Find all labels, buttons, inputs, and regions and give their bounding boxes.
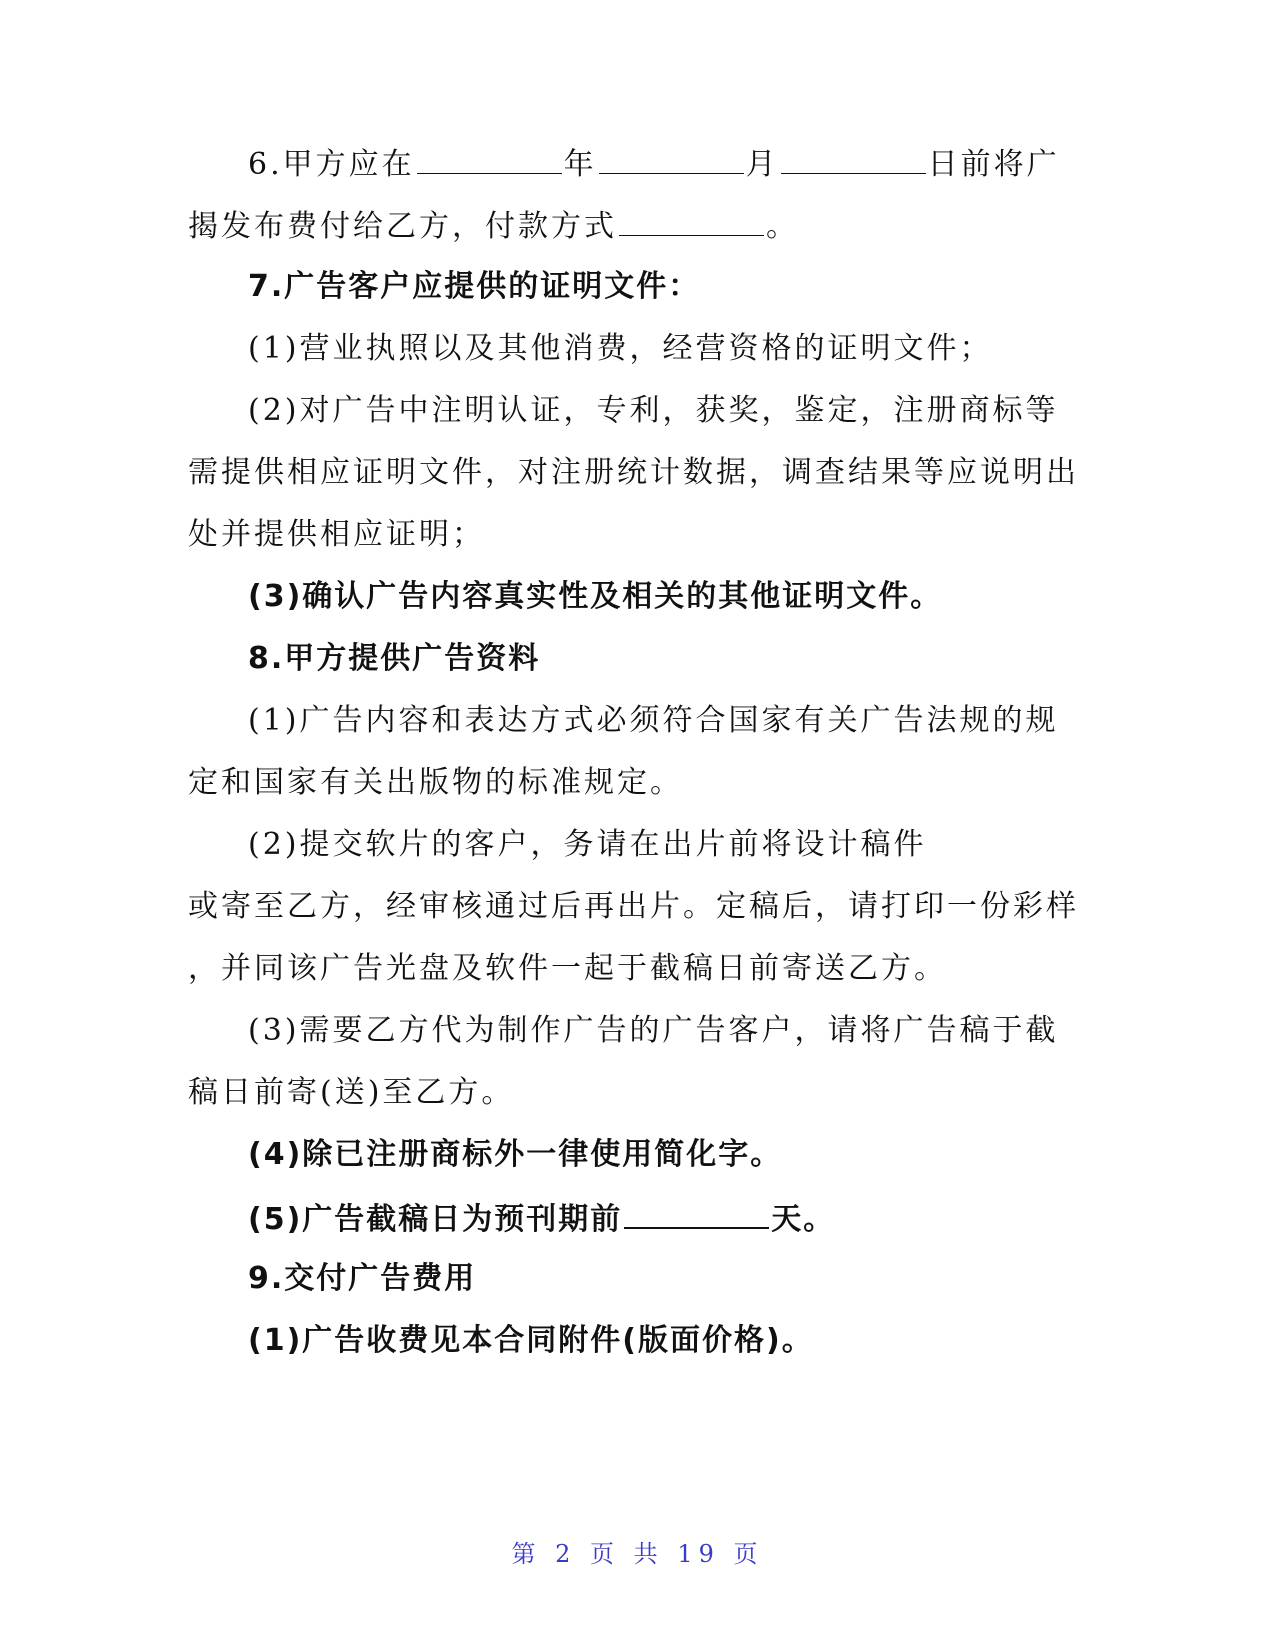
item8-sub1-line2: 定和国家有关出版物的标准规定。 <box>188 765 683 800</box>
item8-sub3-line2: 稿日前寄(送)至乙方。 <box>188 1075 515 1110</box>
text: 年 <box>563 147 597 182</box>
item8-sub2-line3: ，并同该广告光盘及软件一起于截稿日前寄送乙方。 <box>188 951 947 986</box>
item7-sub3: (3)确认广告内容真实性及相关的其他证明文件。 <box>248 579 943 614</box>
text: 。 <box>766 209 799 244</box>
item8-heading: 8.甲方提供广告资料 <box>248 641 541 676</box>
item9-heading: 9.交付广告费用 <box>248 1261 477 1296</box>
footer-prefix: 第 <box>511 1540 542 1568</box>
footer-middle: 页 共 <box>590 1540 664 1568</box>
item7-sub2-line1: (2)对广告中注明认证，专利，获奖，鉴定，注册商标等 <box>248 393 1059 428</box>
item9-sub1: (1)广告收费见本合同附件(版面价格)。 <box>248 1323 814 1358</box>
text: 月 <box>745 147 779 182</box>
text: 天。 <box>771 1202 836 1237</box>
current-page-number: 2 <box>555 1540 577 1568</box>
text: 揭发布费付给乙方，付款方式 <box>188 209 617 244</box>
item6-line2 <box>188 205 799 247</box>
text: 日前将广 <box>927 147 1060 182</box>
page-footer <box>0 1534 1275 1569</box>
item7-sub2-line3: 处并提供相应证明； <box>188 517 485 552</box>
item8-sub5 <box>248 1197 835 1240</box>
item8-sub4: (4)除已注册商标外一律使用简化字。 <box>248 1137 783 1172</box>
item7-sub2-line2: 需提供相应证明文件，对注册统计数据，调查结果等应说明出 <box>188 455 1079 490</box>
item7-heading: 7.广告客户应提供的证明文件： <box>248 269 701 304</box>
text: 6.甲方应在 <box>248 147 415 182</box>
text: (5)广告截稿日为预刊期前 <box>248 1202 623 1237</box>
item8-sub3-line1: (3)需要乙方代为制作广告的广告客户，请将广告稿于截 <box>248 1013 1059 1048</box>
blank-month <box>599 143 744 174</box>
item8-sub2-line2: 或寄至乙方，经审核通过后再出片。定稿后，请打印一份彩样 <box>188 889 1079 924</box>
total-page-count: 19 <box>677 1540 720 1568</box>
footer-suffix: 页 <box>733 1540 764 1568</box>
item6-line1 <box>248 143 1060 185</box>
blank-day <box>781 143 926 174</box>
blank-days <box>624 1197 769 1229</box>
item8-sub1-line1: (1)广告内容和表达方式必须符合国家有关广告法规的规 <box>248 703 1059 738</box>
blank-payment-method <box>619 205 764 236</box>
blank-year <box>417 143 562 174</box>
item7-sub1: (1)营业执照以及其他消费，经营资格的证明文件； <box>248 331 993 366</box>
item8-sub2-line1: (2)提交软片的客户，务请在出片前将设计稿件 <box>248 827 927 862</box>
